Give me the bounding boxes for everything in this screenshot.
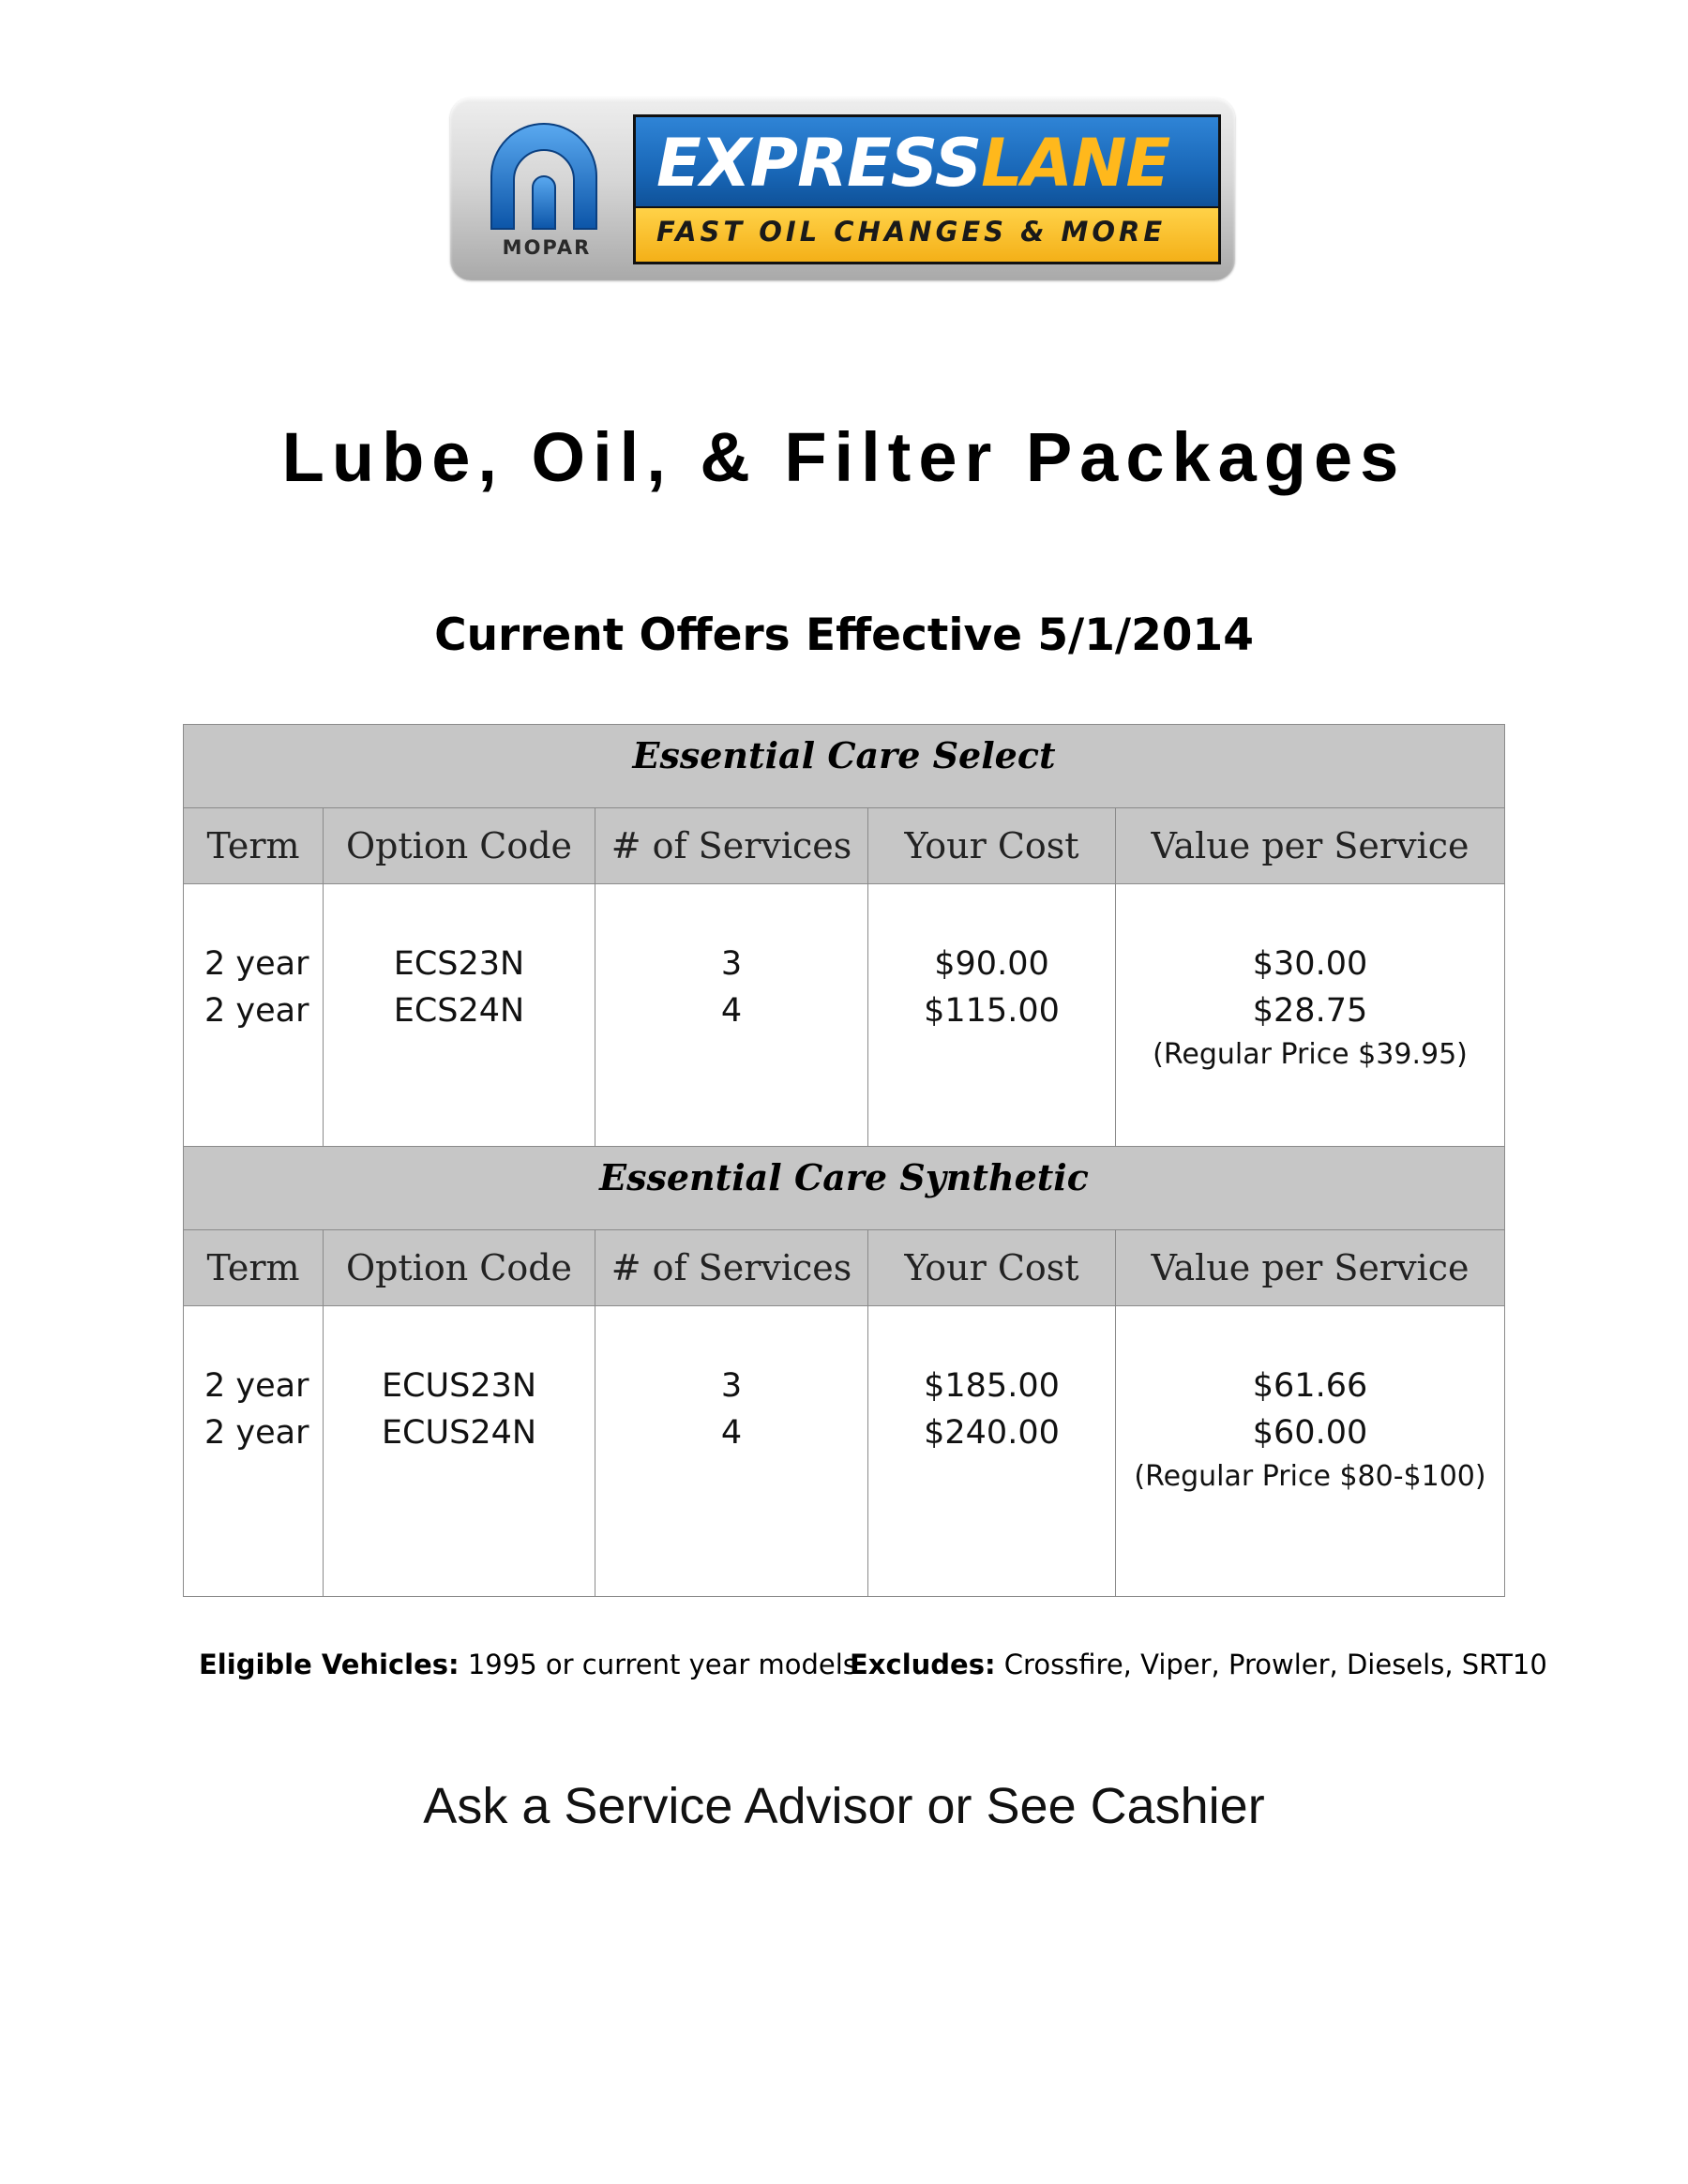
cost-value: $185.00 xyxy=(924,1367,1060,1405)
term-cell xyxy=(184,1306,324,1597)
column-header-term: Term xyxy=(184,1230,324,1306)
services-cell xyxy=(595,1306,868,1597)
term-cell xyxy=(184,884,324,1147)
services-count: 3 xyxy=(720,945,743,983)
term-value: 2 year xyxy=(204,945,309,983)
brand-lane: LANE xyxy=(981,125,1170,202)
eligible-vehicles xyxy=(199,1649,857,1680)
mopar-m-icon xyxy=(484,118,604,233)
brand-name xyxy=(656,125,1169,202)
services-cell xyxy=(595,884,868,1147)
column-header-cost: Your Cost xyxy=(868,808,1116,884)
excluded-vehicles xyxy=(850,1649,1547,1680)
section-header-row xyxy=(184,725,1505,808)
column-header-option-code: Option Code xyxy=(324,808,595,884)
offers-effective-date: Current Offers Effective 5/1/2014 xyxy=(434,610,1254,661)
column-header-row xyxy=(184,808,1505,884)
cost-cell xyxy=(868,1306,1116,1597)
excludes-text: Crossfire, Viper, Prowler, Diesels, SRT10 xyxy=(1003,1649,1547,1680)
brand-tagline: FAST OIL CHANGES & MORE xyxy=(656,216,1167,248)
value-cell xyxy=(1116,1306,1505,1597)
regular-price-note: (Regular Price $80-$100) xyxy=(1134,1460,1486,1493)
excludes-label: Excludes: xyxy=(850,1649,996,1680)
option-code: ECS23N xyxy=(393,945,525,983)
option-code: ECUS23N xyxy=(381,1367,537,1405)
column-header-value: Value per Service xyxy=(1116,1230,1505,1306)
eligible-text: 1995 or current year models xyxy=(467,1649,857,1680)
table-row xyxy=(184,884,1505,1147)
value-per-service: $60.00 xyxy=(1252,1414,1368,1452)
value-per-service: $28.75 xyxy=(1252,992,1368,1030)
services-count: 4 xyxy=(720,992,743,1030)
section-header-row xyxy=(184,1147,1505,1230)
value-per-service: $61.66 xyxy=(1252,1367,1368,1405)
term-value: 2 year xyxy=(204,992,309,1030)
expresslane-banner xyxy=(633,114,1221,264)
cost-value: $115.00 xyxy=(924,992,1060,1030)
mopar-logo xyxy=(475,118,613,268)
value-cell xyxy=(1116,884,1505,1147)
column-header-value: Value per Service xyxy=(1116,808,1505,884)
services-count: 3 xyxy=(720,1367,743,1405)
column-header-cost: Your Cost xyxy=(868,1230,1116,1306)
option-code-cell xyxy=(324,884,595,1147)
option-code: ECS24N xyxy=(393,992,525,1030)
regular-price-note: (Regular Price $39.95) xyxy=(1153,1038,1468,1071)
value-per-service: $30.00 xyxy=(1252,945,1368,983)
expresslane-logo xyxy=(450,98,1235,280)
banner-bottom xyxy=(636,206,1218,262)
option-code-cell xyxy=(324,1306,595,1597)
cost-cell xyxy=(868,884,1116,1147)
section-title-essential-care-select: Essential Care Select xyxy=(184,725,1505,808)
call-to-action: Ask a Service Advisor or See Cashier xyxy=(423,1778,1265,1834)
cost-value: $240.00 xyxy=(924,1414,1060,1452)
mopar-wordmark: MOPAR xyxy=(502,236,592,259)
section-title-essential-care-synthetic: Essential Care Synthetic xyxy=(184,1147,1505,1230)
column-header-row xyxy=(184,1230,1505,1306)
option-code: ECUS24N xyxy=(381,1414,537,1452)
column-header-services: # of Services xyxy=(595,1230,868,1306)
banner-top xyxy=(636,117,1218,211)
eligible-label: Eligible Vehicles: xyxy=(199,1649,460,1680)
term-value: 2 year xyxy=(204,1367,309,1405)
column-header-services: # of Services xyxy=(595,808,868,884)
column-header-term: Term xyxy=(184,808,324,884)
services-count: 4 xyxy=(720,1414,743,1452)
table-row xyxy=(184,1306,1505,1597)
term-value: 2 year xyxy=(204,1414,309,1452)
offers-table xyxy=(183,724,1505,1597)
page-title: Lube, Oil, & Filter Packages xyxy=(281,418,1407,496)
column-header-option-code: Option Code xyxy=(324,1230,595,1306)
cost-value: $90.00 xyxy=(934,945,1049,983)
brand-express: EXPRESS xyxy=(656,125,982,202)
